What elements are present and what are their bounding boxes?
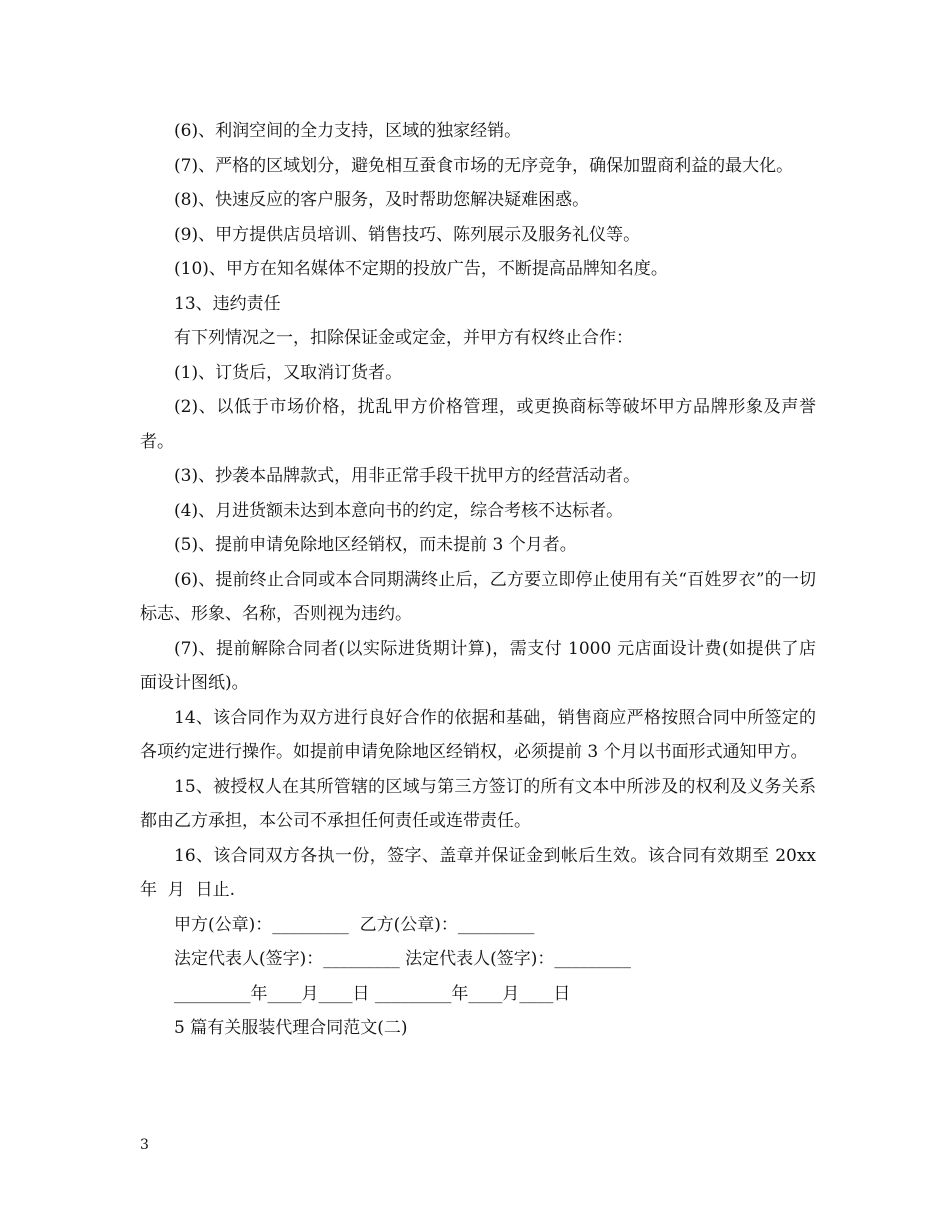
paragraph-support-profit: (6)、利润空间的全力支持，区域的独家经销。 — [174, 121, 522, 141]
signature-date-line: _________年____月____日 _________年____月____日 — [174, 983, 571, 1004]
paragraph-breach-1: (1)、订货后，又取消订货者。 — [174, 362, 403, 383]
signature-representative-line: 法定代表人(签字)：_________ 法定代表人(签字)：_________ — [174, 949, 631, 969]
paragraph-staff-training: (9)、甲方提供店员培训、销售技巧、陈列展示及服务礼仪等。 — [174, 224, 641, 245]
paragraph-breach-5: (5)、提前申请免除地区经销权，而未提前 3 个月者。 — [174, 535, 577, 555]
paragraph-clause-15: 15、被授权人在其所管辖的区域与第三方签订的所有文本中所涉及的权利及义务关系都由乙方承担，本公司不承担任何责任或连带责任。 — [140, 776, 816, 831]
paragraph-region-division: (7)、严格的区域划分，避免相互蚕食市场的无序竞争，确保加盟商利益的最大化。 — [174, 155, 794, 176]
next-section-title: 5 篇有关服装代理合同范文(二) — [174, 1018, 408, 1038]
paragraph-breach-6: (6)、提前终止合同或本合同期满终止后，乙方要立即停止使用有关“百姓罗衣”的一切标志、形象、名称，否则视为违约。 — [140, 569, 816, 624]
paragraph-clause-16: 16、该合同双方各执一份，签字、盖章并保证金到帐后生效。该合同有效期至 20xx 年 月 日止. — [140, 845, 822, 900]
paragraph-breach-2: (2)、以低于市场价格，扰乱甲方价格管理，或更换商标等破坏甲方品牌形象及声誉者。 — [140, 397, 816, 452]
document-body — [140, 114, 822, 1046]
paragraph-advertising: (10)、甲方在知名媒体不定期的投放广告，不断提高品牌知名度。 — [174, 259, 668, 279]
paragraph-breach-intro: 有下列情况之一，扣除保证金或定金，并甲方有权终止合作： — [174, 328, 633, 348]
paragraph-customer-service: (8)、快速反应的客户服务，及时帮助您解决疑难困惑。 — [174, 190, 590, 210]
section-heading-breach: 13、违约责任 — [174, 293, 281, 314]
paragraph-breach-3: (3)、抄袭本品牌款式，用非正常手段干扰甲方的经营活动者。 — [174, 466, 641, 486]
paragraph-breach-7: (7)、提前解除合同者(以实际进货期计算)，需支付 1000 元店面设计费(如提供了店面设计图纸)。 — [140, 638, 816, 693]
paragraph-breach-4: (4)、月进货额未达到本意向书的约定，综合考核不达标者。 — [174, 500, 624, 521]
page-number: 3 — [140, 1137, 149, 1153]
paragraph-clause-14: 14、该合同作为双方进行良好合作的依据和基础，销售商应严格按照合同中所签定的各项约定进行操作。如提前申请免除地区经销权，必须提前 3 个月以书面形式通知甲方。 — [140, 707, 816, 762]
signature-seal-line: 甲方(公章)：_________ 乙方(公章)：_________ — [174, 914, 535, 935]
